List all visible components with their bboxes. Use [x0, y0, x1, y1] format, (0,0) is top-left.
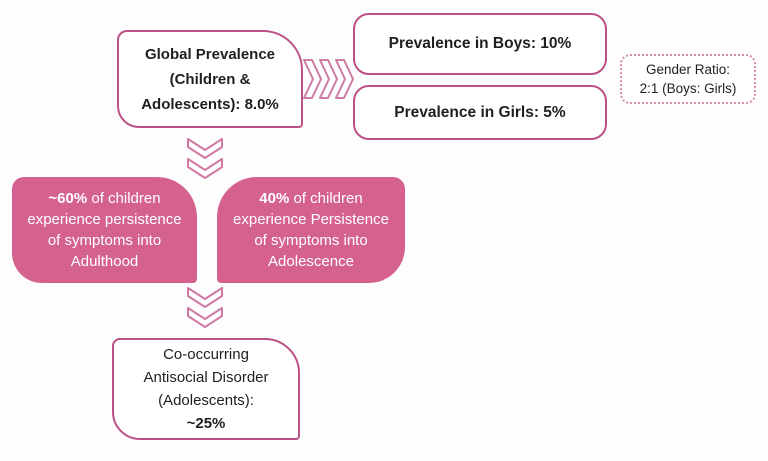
persistence-adulthood-line: experience persistence [27, 211, 182, 228]
prevalence-boys-label: Prevalence in Boys: 10% [388, 35, 572, 52]
persistence-adolescence-line: of symptoms into [254, 232, 368, 249]
prevalence-girls-label: Prevalence in Girls: 5% [394, 103, 566, 121]
persistence-adulthood-box [12, 177, 197, 283]
adolescence-percentage: 40% [259, 190, 290, 207]
adulthood-line-rest: of children [87, 190, 161, 207]
persistence-adulthood-line: of symptoms into [47, 232, 162, 249]
triple-chevron-right-icon [303, 58, 355, 100]
gender-ratio-line: Gender Ratio: [645, 62, 731, 77]
cooccurring-line: Co-occurring [163, 346, 249, 363]
adulthood-percentage: ~60% [48, 190, 88, 207]
persistence-adolescence-line: experience Persistence [233, 211, 389, 228]
double-chevron-down-icon [186, 287, 224, 329]
persistence-adulthood-line [48, 188, 160, 209]
cooccurring-percentage: ~25% [186, 415, 226, 432]
persistence-adolescence-line: Adolescence [268, 253, 354, 270]
global-prevalence-line: (Children & [169, 70, 251, 88]
gender-ratio-line: 2:1 (Boys: Girls) [639, 81, 737, 96]
global-prevalence-line: Global Prevalence [144, 45, 276, 63]
cooccurring-line: (Adolescents): [158, 392, 254, 409]
prevalence-girls-box [353, 85, 607, 140]
persistence-adolescence-box [217, 177, 405, 283]
persistence-adulthood-line: Adulthood [70, 253, 139, 270]
global-prevalence-line: Adolescents): 8.0% [141, 95, 279, 113]
persistence-adolescence-line [259, 188, 362, 209]
cooccurring-antisocial-box [112, 338, 300, 440]
prevalence-boys-box [353, 13, 607, 75]
adolescence-line-rest: of children [289, 190, 363, 207]
cooccurring-line: Antisocial Disorder [143, 369, 269, 386]
gender-ratio-box [620, 54, 756, 104]
double-chevron-down-icon [186, 138, 224, 180]
global-prevalence-box [117, 30, 303, 128]
